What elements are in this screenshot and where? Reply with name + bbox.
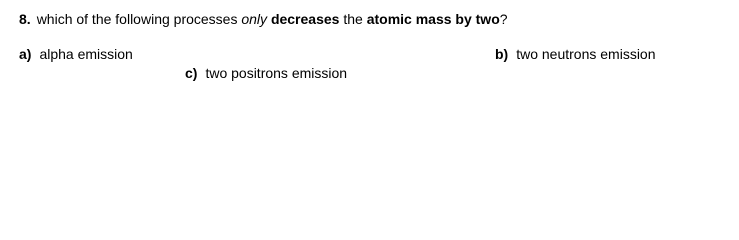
option-b-label: two neutrons emission bbox=[516, 46, 656, 62]
question-text bbox=[19, 11, 508, 28]
option-c-letter: c) bbox=[185, 65, 198, 81]
question-number: 8. bbox=[19, 11, 31, 27]
question-mark: ? bbox=[499, 11, 508, 27]
question-text-part-2: the bbox=[343, 11, 363, 27]
option-a-label: alpha emission bbox=[39, 46, 133, 62]
option-a[interactable] bbox=[19, 46, 133, 63]
option-a-letter: a) bbox=[19, 46, 32, 62]
option-b-letter: b) bbox=[495, 46, 509, 62]
option-c-label: two positrons emission bbox=[205, 65, 348, 81]
question-text-part-1: which of the following processes bbox=[36, 11, 238, 27]
question-emphasis-decreases: decreases bbox=[270, 11, 340, 27]
question-emphasis-atomic-mass: atomic mass by two bbox=[366, 11, 500, 27]
option-c[interactable] bbox=[185, 65, 347, 82]
option-b[interactable] bbox=[495, 46, 656, 63]
question-emphasis-only: only bbox=[241, 11, 268, 27]
